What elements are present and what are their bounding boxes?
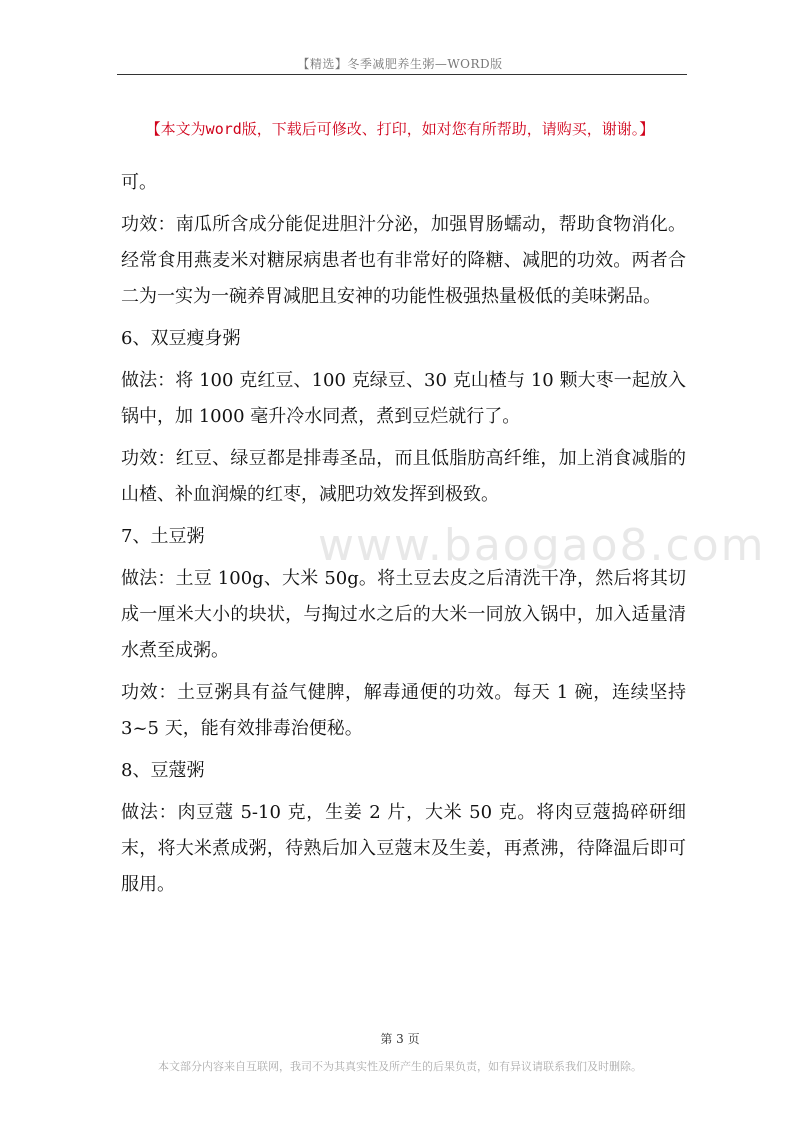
paragraph-pumpkin-effect: 功效：南瓜所含成分能促进胆汁分泌，加强胃肠蠕动，帮助食物消化。经常食用燕麦米对糖尿病患者也有非常好的降糖、减肥的功效。两者合二为一实为一碗养胃减肥且安神的功能性极强热量极低的美味粥品。 [121,214,686,307]
header-divider [117,74,687,75]
body-text [121,165,686,909]
heading-potato-porridge: 7、土豆粥 [121,526,205,547]
word-version-notice: 【本文为word版，下载后可修改、打印，如对您有所帮助，请购买，谢谢。】 [145,120,655,138]
watermark: www.baogao8.com [318,520,766,571]
paragraph-nutmeg-method: 做法：肉豆蔻 5-10 克，生姜 2 片，大米 50 克。将肉豆蔻捣碎研细末，将大米煮成粥，待熟后加入豆蔻末及生姜，再煮沸，待降温后即可服用。 [121,802,686,895]
heading-double-bean-porridge: 6、双豆瘦身粥 [121,328,241,349]
paragraph-double-bean-method: 做法：将 100 克红豆、100 克绿豆、30 克山楂与 10 颗大枣一起放入锅中，加 1000 毫升冷水同煮，煮到豆烂就行了。 [121,370,686,427]
paragraph-potato-effect: 功效：土豆粥具有益气健脾，解毒通便的功效。每天 1 碗，连续坚持 3~5 天，能有效排毒治便秘。 [121,682,686,739]
header-title: 【精选】冬季减肥养生粥—WORD版 [297,57,503,71]
paragraph-continuation: 可。 [121,172,157,193]
paragraph-double-bean-effect: 功效：红豆、绿豆都是排毒圣品，而且低脂肪高纤维，加上消食减脂的山楂、补血润燥的红枣，减肥功效发挥到极致。 [121,448,686,505]
footer-disclaimer: 本文部分内容来自互联网，我司不为其真实性及所产生的后果负责，如有异议请联系我们及时删除。 [158,1060,642,1073]
paragraph-potato-method: 做法：土豆 100g、大米 50g。将土豆去皮之后清洗干净，然后将其切成一厘米大小的块状，与掏过水之后的大米一同放入锅中，加入适量清水煮至成粥。 [121,568,686,661]
heading-nutmeg-porridge: 8、豆蔻粥 [121,760,205,781]
page-number: 第 3 页 [380,1032,420,1046]
